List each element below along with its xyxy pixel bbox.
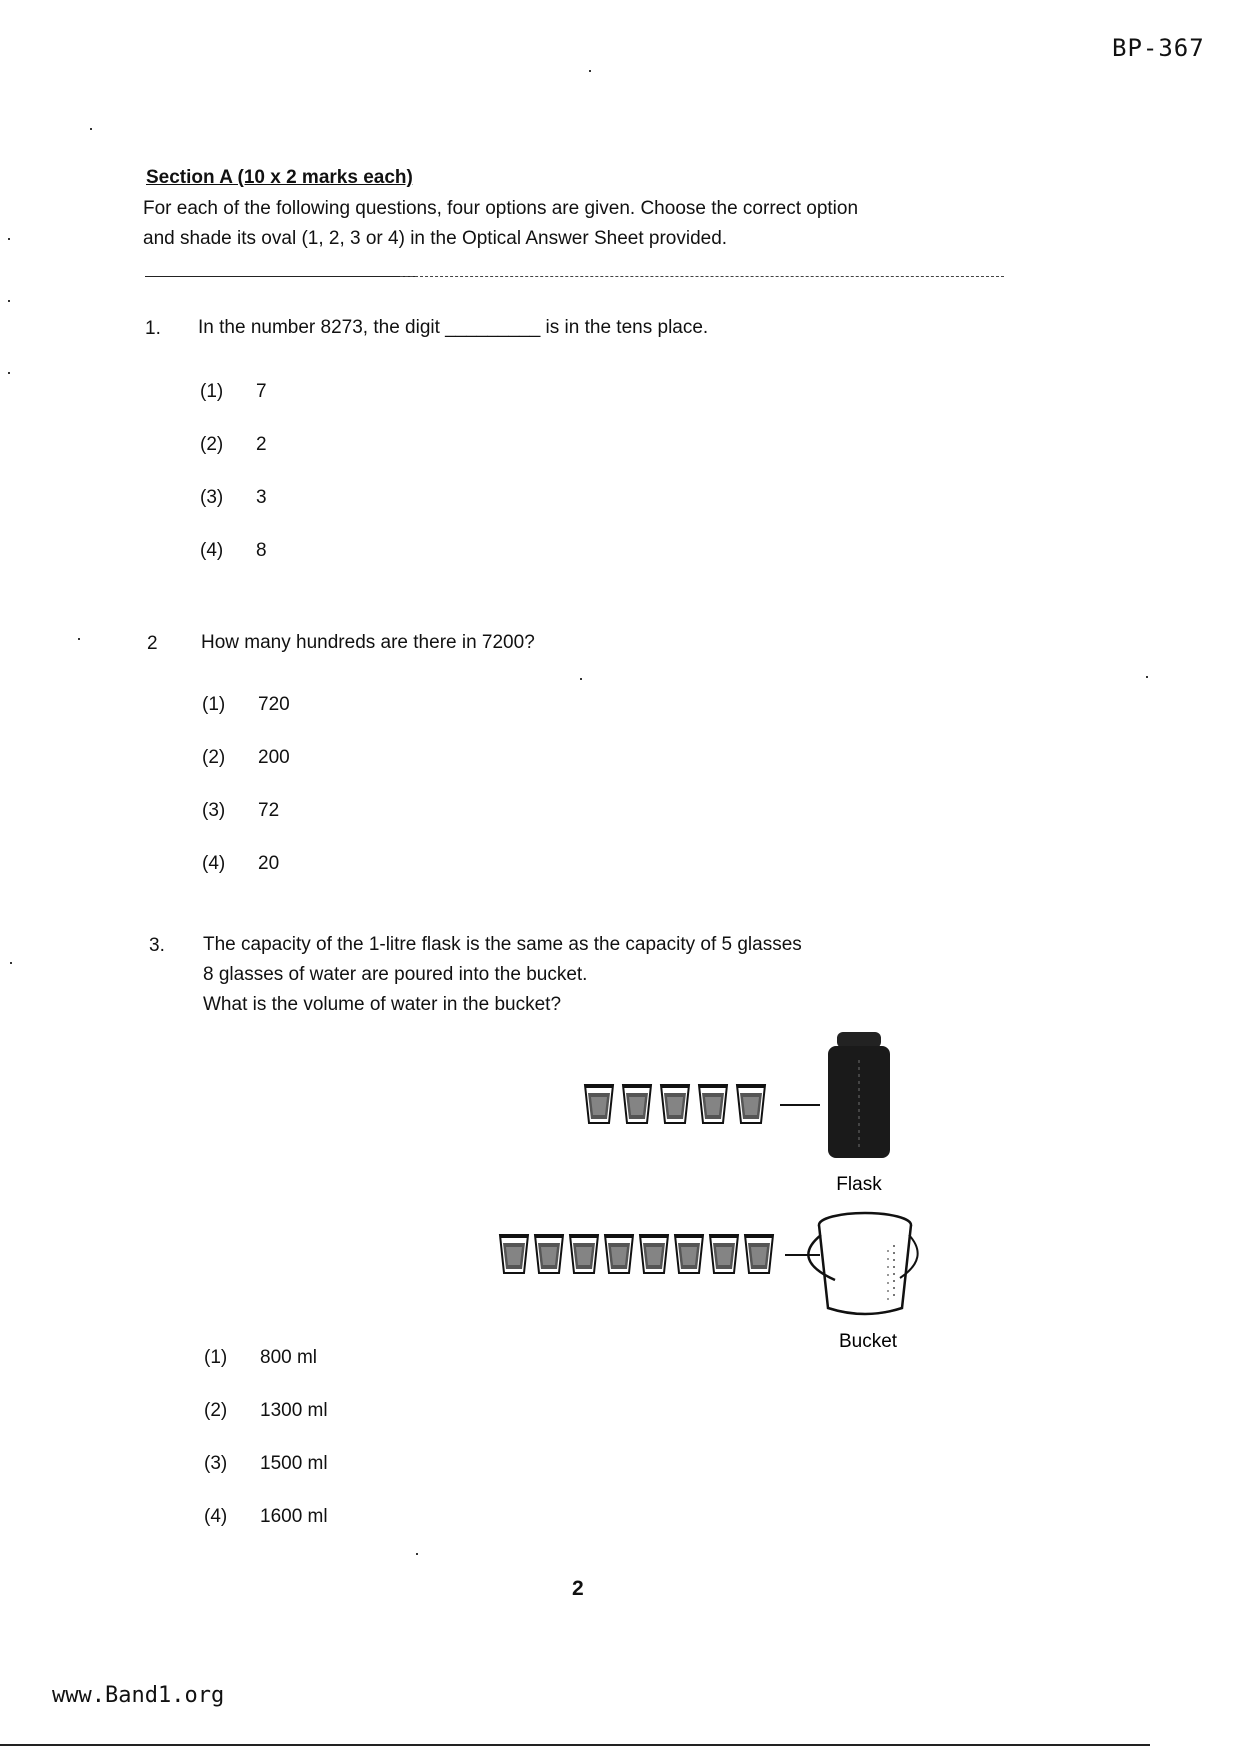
glass-icon (623, 1085, 651, 1123)
option-text: 20 (258, 853, 280, 874)
bucket-label: Bucket (838, 1331, 898, 1352)
glass-icon (605, 1235, 633, 1273)
question-2-option-1 (202, 694, 290, 716)
option-text: 3 (256, 487, 267, 508)
question-1-option-3 (200, 487, 267, 509)
question-2-option-2 (202, 747, 290, 769)
scan-speck (90, 128, 92, 130)
question-2-number: 2 (147, 633, 158, 654)
question-2-option-3 (202, 800, 279, 822)
question-3-text (203, 930, 802, 1020)
question-3-line-3: What is the volume of water in the bucket? (203, 994, 562, 1015)
glass-icon (585, 1085, 613, 1123)
flask-label: Flask (836, 1174, 882, 1195)
question-2-text: How many hundreds are there in 7200? (201, 632, 535, 653)
instruction-line-1: For each of the following questions, four options are given. Choose the correct option (143, 198, 859, 219)
flask-glasses-row (585, 1085, 765, 1123)
section-instructions (143, 194, 1023, 254)
section-divider-dashed (400, 276, 1004, 277)
bucket-icon (808, 1213, 917, 1314)
glass-icon (745, 1235, 773, 1273)
question-1-number: 1. (145, 318, 161, 339)
option-number: (1) (202, 694, 226, 715)
question-1-option-2 (200, 434, 267, 456)
option-text: 1600 ml (260, 1506, 328, 1527)
question-3-line-2: 8 glasses of water are poured into the bucket. (203, 964, 588, 985)
option-number: (2) (204, 1400, 228, 1421)
option-number: (4) (202, 853, 226, 874)
glass-icon (500, 1235, 528, 1273)
option-number: (3) (202, 800, 226, 821)
scan-speck (589, 70, 591, 72)
flask-icon (828, 1032, 890, 1158)
scan-speck (416, 1553, 418, 1555)
scan-speck (10, 962, 12, 964)
instruction-line-2: and shade its oval (1, 2, 3 or 4) in the Optical Answer Sheet provided. (143, 228, 728, 249)
glass-icon (535, 1235, 563, 1273)
option-text: 1500 ml (260, 1453, 328, 1474)
scan-speck (1146, 676, 1148, 678)
option-text: 8 (256, 540, 267, 561)
question-3-number: 3. (149, 935, 165, 956)
glass-icon (640, 1235, 668, 1273)
glass-icon (675, 1235, 703, 1273)
option-number: (4) (200, 540, 224, 561)
glass-icon (710, 1235, 738, 1273)
option-text: 800 ml (260, 1347, 318, 1368)
scan-speck (580, 678, 582, 680)
glass-icon (661, 1085, 689, 1123)
question-3-option-1 (204, 1347, 317, 1369)
option-text: 200 (258, 747, 290, 768)
bottom-rule (0, 1744, 1150, 1746)
option-number: (1) (204, 1347, 228, 1368)
question-3-figure (490, 1030, 930, 1360)
option-text: 2 (256, 434, 267, 455)
scan-speck (78, 638, 80, 640)
section-title: Section A (10 x 2 marks each) (146, 167, 413, 188)
scan-speck (8, 372, 10, 374)
glass-icon (570, 1235, 598, 1273)
section-divider (145, 276, 415, 277)
question-1-text: In the number 8273, the digit _________ is in the tens place. (198, 317, 709, 338)
question-3-option-4 (204, 1506, 328, 1528)
scan-speck (8, 300, 10, 302)
option-text: 7 (256, 381, 267, 402)
option-text: 720 (258, 694, 290, 715)
question-1-option-1 (200, 381, 267, 403)
document-code: BP-367 (1112, 34, 1205, 62)
glass-icon (737, 1085, 765, 1123)
question-1-option-4 (200, 540, 267, 562)
option-number: (2) (202, 747, 226, 768)
option-number: (1) (200, 381, 224, 402)
option-text: 1300 ml (260, 1400, 328, 1421)
website-url: www.Band1.org (52, 1683, 225, 1708)
question-3-option-3 (204, 1453, 328, 1475)
option-number: (3) (204, 1453, 228, 1474)
scan-speck (8, 238, 10, 240)
question-3-line-1: The capacity of the 1-litre flask is the same as the capacity of 5 glasses (203, 934, 802, 955)
question-3-option-2 (204, 1400, 328, 1422)
option-number: (3) (200, 487, 224, 508)
glass-icon (699, 1085, 727, 1123)
bucket-glasses-row (500, 1235, 773, 1273)
option-number: (4) (204, 1506, 228, 1527)
question-2-option-4 (202, 853, 279, 875)
option-number: (2) (200, 434, 224, 455)
option-text: 72 (258, 800, 280, 821)
page-number: 2 (572, 1577, 584, 1600)
